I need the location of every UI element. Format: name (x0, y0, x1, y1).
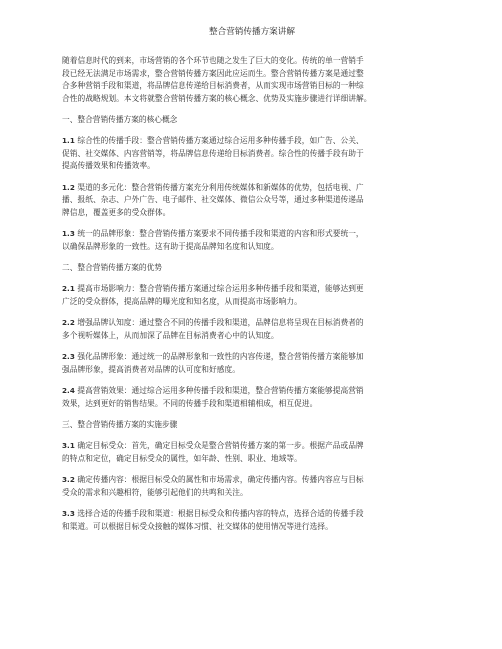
item-text: 确定传播内容：根据目标受众的属性和市场需求，确定传播内容。传播内容应与目标 (74, 475, 364, 484)
item-number: 2.1 (62, 284, 75, 293)
section-heading: 三、整合营销传播方案的实施步骤 (62, 420, 178, 429)
paragraph-line: 多个视听媒体上，从而加深了品牌在目标消费者心中的认知度。 (62, 330, 279, 340)
intro-line: 随着信息时代的到来，市场营销的各个环节也随之发生了巨大的变化。传统的单一营销手 (62, 56, 364, 65)
paragraph-line (62, 440, 442, 453)
numbered-paragraph (62, 182, 442, 220)
numbered-paragraph (62, 317, 442, 342)
numbered-paragraph (62, 385, 442, 410)
paragraph-line (62, 283, 442, 296)
numbered-paragraph (62, 135, 442, 173)
item-text: 选择合适的传播手段和渠道：根据目标受众和传播内容的特点，选择合适的传播手段 (74, 509, 364, 518)
paragraph-line (62, 228, 442, 241)
document-title: 整合营销传播方案讲解 (209, 27, 295, 37)
paragraph-line (62, 474, 442, 487)
paragraph-line: 广泛的受众群体，提高品牌的曝光度和知名度，从而提高市场影响力。 (62, 296, 302, 306)
intro-paragraph (62, 55, 442, 105)
item-text: 确定目标受众：首先，确定目标受众是整合营销传播方案的第一步。根据产品或品牌 (74, 441, 364, 450)
item-number: 3.2 (62, 475, 75, 484)
item-number: 2.4 (62, 386, 75, 395)
numbered-paragraph (62, 508, 442, 533)
item-number: 1.3 (62, 229, 75, 238)
paragraph-line: 受众的需求和兴趣相符，能够引起他们的共鸣和关注。 (62, 487, 248, 497)
item-text: 增强品牌认知度：通过整合不同的传播手段和渠道，品牌信息将呈现在目标消费者的 (74, 318, 364, 327)
item-number: 2.2 (62, 318, 75, 327)
numbered-paragraph (62, 351, 442, 376)
paragraph-line: 强品牌形象，提高消费者对品牌的认可度和好感度。 (62, 364, 240, 374)
paragraph-line (62, 385, 442, 398)
paragraph-line: 效果，达到更好的销售结果。不同的传播手段和渠道相辅相成，相互促进。 (62, 398, 318, 408)
item-text: 提高市场影响力：整合营销传播方案通过综合运用多种传播手段和渠道，能够达到更 (74, 284, 364, 293)
paragraph-line (62, 351, 442, 364)
item-text: 统一的品牌形象：整合营销传播方案要求不同传播手段和渠道的内容和形式要统一， (74, 229, 364, 238)
numbered-paragraph (62, 283, 442, 308)
item-number: 3.1 (62, 441, 75, 450)
document-body (62, 114, 442, 533)
paragraph-line: 以确保品牌形象的一致性。这有助于提高品牌知名度和认知度。 (62, 241, 279, 251)
numbered-paragraph (62, 474, 442, 499)
paragraph-line: 的特点和定位，确定目标受众的属性，如年龄、性别、职业、地域等。 (62, 453, 302, 463)
item-number: 1.1 (62, 136, 75, 145)
item-text: 综合性的传播手段：整合营销传播方案通过综合运用多种传播手段，如广告、公关、 (74, 136, 364, 145)
section-heading: 一、整合营销传播方案的核心概念 (62, 115, 178, 124)
paragraph-line: 促销、社交媒体、内容营销等，将品牌信息传递给目标消费者。综合性的传播手段有助于 (62, 148, 364, 158)
paragraph-line (62, 508, 442, 521)
intro-line: 合多种营销手段和渠道，将品牌信息传递给目标消费者，从而实现市场营销目标的一种综 (62, 81, 364, 90)
section-heading: 二、整合营销传播方案的优势 (62, 263, 162, 272)
numbered-paragraph (62, 228, 442, 253)
paragraph-line: 牌信息，覆盖更多的受众群体。 (62, 207, 171, 217)
paragraph-line (62, 317, 442, 330)
item-text: 强化品牌形象：通过统一的品牌形象和一致性的内容传递，整合营销传播方案能够加 (74, 352, 364, 361)
item-number: 2.3 (62, 352, 75, 361)
intro-line: 合性的战略规划。本文将就整合营销传播方案的核心概念、优势及实施步骤进行详细讲解。 (62, 93, 372, 103)
intro-line: 段已经无法满足市场需求，整合营销传播方案因此应运而生。整合营销传播方案是通过整 (62, 68, 364, 78)
item-text: 渠道的多元化：整合营销传播方案充分利用传统媒体和新媒体的优势，包括电视、广 (74, 182, 364, 192)
paragraph-line (62, 182, 442, 195)
numbered-paragraph (62, 440, 442, 465)
paragraph-line (62, 135, 442, 148)
paragraph-line: 播、报纸、杂志、户外广告、电子邮件、社交媒体、微信公众号等，通过多种渠道传递品 (62, 195, 364, 204)
item-text: 提高营销效果：通过综合运用多种传播手段和渠道，整合营销传播方案能够提高营销 (74, 386, 364, 395)
paragraph-line: 提高传播效果和传播效率。 (62, 161, 155, 170)
item-number: 1.2 (62, 182, 75, 192)
item-number: 3.3 (62, 509, 75, 518)
paragraph-line: 和渠道。可以根据目标受众接触的媒体习惯、社交媒体的使用情况等进行选择。 (62, 521, 333, 531)
